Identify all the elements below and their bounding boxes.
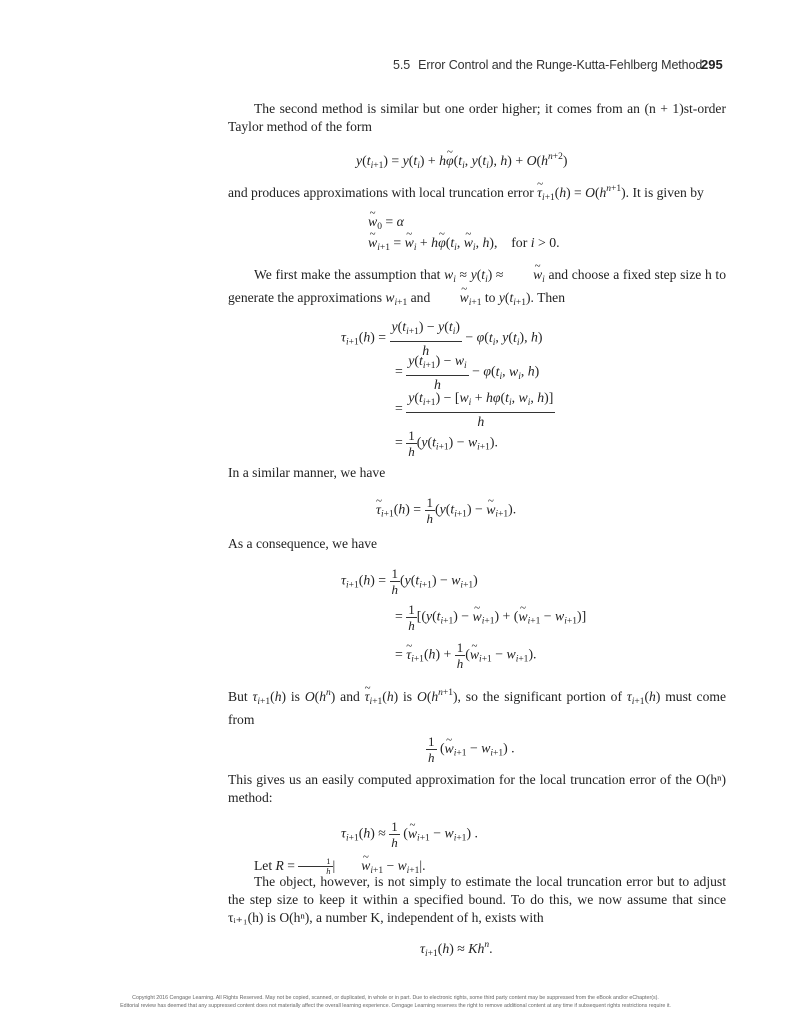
paragraph-6-text-f: must come from [228,689,726,727]
paragraph-9: The object, however, is not simply to estimate the local truncation error but to adjust the step size to keep it within a specified bound. To do this, we now assume that since τᵢ₊₁(h) is O(hⁿ), a number K, independent of h, exists with [228,874,726,925]
paragraph-6-text-e: , so the significant portion of [457,689,627,704]
equation-significant-portion: $\frac{1}{h}$ (~ $w_{i+1} - w_{i+1}$) . [426,734,515,765]
paragraph-4: In a similar manner, we have [228,465,386,480]
paragraph-3: We first make the assumption that $w_i \approx y(t_i)$ ≈ ~ $w_i$ and choose a fixed step size h to generate the approximations $w_{i+1}$ and ~ $w_{i+1}$ to $y(t_{i+1})$. Then [228,266,726,312]
paragraph-8: Let R = $\frac{1}{h}$ |~ $w_{i+1} - w_{i+1}|$. [228,857,726,880]
paragraph-3-text-d: to [481,290,499,305]
equation-tau-approx: $\tau_{i+1}(h)$ ≈ $\frac{1}{h}$ (~ $w_{i+1} - w_{i+1}$) . [341,819,478,850]
equation-tau-line-4: = $\frac{1}{h}$ $(y(t_{i+1}) - w_{i+1})$. [395,428,498,459]
paragraph-2: and produces approximations with local truncation error ~ $\tau_{i+1}(h) = O(h^{n+1})$. It is given by [228,180,726,207]
section-title [393,58,702,72]
copyright-footer [0,994,791,1010]
section-title-text: Error Control and the Runge-Kutta-Fehlberg Method [418,58,703,72]
paragraph-6-text-b: is [286,689,305,704]
paragraph-6-text-d: is [398,689,417,704]
paragraph-6: But $\tau_{i+1}(h)$ is $O(h^n)$ and ~ $\tau_{i+1}(h)$ is $O(h^{n+1})$, so the significant portion of $\tau_{i+1}(h)$ must come from [228,684,726,729]
paragraph-5: As a consequence, we have [228,536,378,551]
equation-tau-line-2: = $\frac{y(t_{i+1}) - w_i}{h}$ − $\varphi(t_i$, $w_i$, h) [395,353,540,392]
paragraph-7: This gives us an easily computed approximation for the local truncation error of the O(hⁿ) method: [228,772,726,805]
equation-consequence-line-2: = $\frac{1}{h}$ [($y(t_{i+1})$ − ~ $w_{i+1}$) + (~ $w_{i+1} - w_{i+1}$)] [395,602,586,633]
paragraph-6-text-c: and [335,689,365,704]
section-number: 5.5 [393,58,411,72]
paragraph-3-text-e: . Then [530,290,565,305]
equation-tau-line-3: = $\frac{y(t_{i+1}) - [w_i + h\varphi(t_i, w_i, h)]}{h}$ [395,390,554,429]
paragraph-3-text-a: We first make the assumption that [254,267,445,282]
equation-w-tilde-0: ~ $w_0 = \alpha$ [368,213,404,236]
copyright-line-2: Editorial review has deemed that any suppressed content does not materially affect the overall learning experience. Cengage Learning reserves the right to remove additional content at any time if subsequent rights restrictions require it. [120,1003,671,1009]
running-header [0,58,791,78]
paragraph-6-text-a: But [228,689,253,704]
equation-tau-tilde: ~ $\tau_{i+1}(h)$ = $\frac{1}{h}$ ($y(t_{i+1})$ − ~ $w_{i+1}$). [376,495,516,526]
equation-consequence-line-3: = ~ $\tau_{i+1}(h)$ + $\frac{1}{h}$ (~ $w_{i+1} - w_{i+1}$). [395,640,536,671]
page-number: 295 [701,57,723,72]
paragraph-8-text-a: Let [254,858,276,873]
paragraph-2-text-a: and produces approximations with local truncation error [228,185,538,200]
equation-tau-line-1: $\tau_{i+1}(h)$ = $\frac{y(t_{i+1}) - y(t_i)}{h}$ − $\varphi(t_i$, $y(t_i)$, h) [341,319,543,358]
paragraph-1: The second method is similar but one order higher; it comes from an (n + 1)st-order Taylor method of the form [228,101,726,134]
equation-w-tilde-recursion: ~ $w_{i+1}$ = ~ $w_i$ + h~ $\varphi(t_i$, ~ $w_i$, h), for i > 0. [368,234,560,257]
paragraph-2-text-b: . It is given by [625,185,704,200]
equation-consequence-line-1: $\tau_{i+1}(h)$ = $\frac{1}{h}$ $(y(t_{i+1}) - w_{i+1})$ [341,566,478,597]
paragraph-3-text-b: and choose a fixed step size h to generate the approximations [228,267,726,305]
paragraph-3-text-c: and [407,290,434,305]
equation-taylor-form: $y(t_{i+1}) = y(t_i)$ + h~ $\varphi(t_i$, $y(t_i)$, $h) + O(h^{n+2})$ [356,148,568,175]
equation-tau-kh: $\tau_{i+1}(h) \approx Kh^n$. [420,940,493,959]
copyright-line-1: Copyright 2016 Cengage Learning. All Rights Reserved. May not be copied, scanned, or duplicated, in whole or in part. Due to electronic rights, some third party content may be suppressed from the eBook and/or eChapter(s). [132,995,659,1001]
